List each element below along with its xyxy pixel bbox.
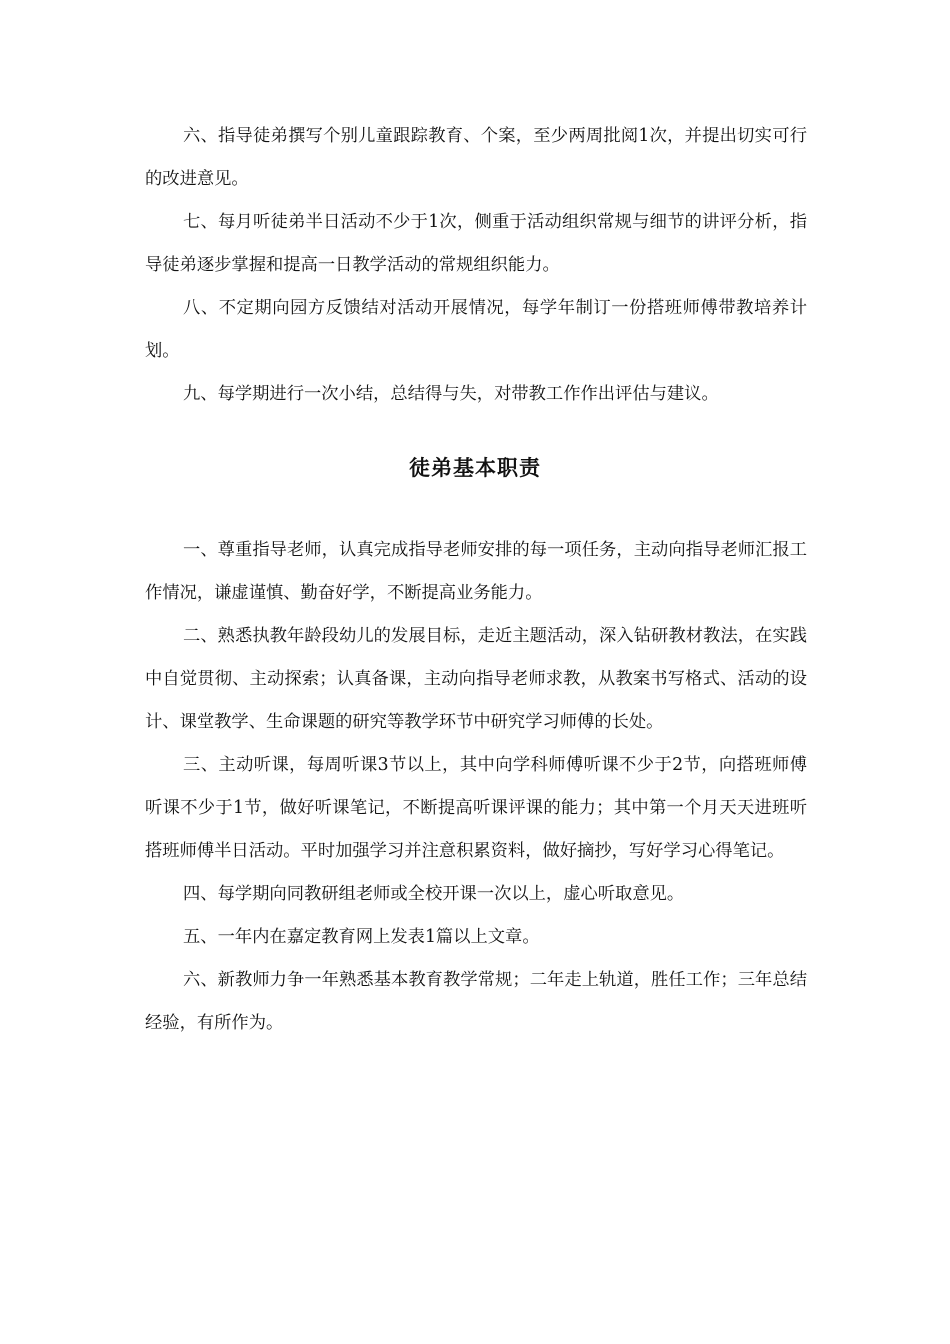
apprentice-paragraph-4: 四、每学期向同教研组老师或全校开课一次以上，虚心听取意见。 — [183, 884, 685, 904]
paragraph-7: 七、每月听徒弟半日活动不少于1次，侧重于活动组织常规与细节的讲评分析，指导徒弟逐步掌握和提高一日教学活动的常规组织能力。 — [145, 212, 807, 275]
section-title: 徒弟基本职责 — [409, 455, 541, 480]
apprentice-paragraph-2: 二、熟悉执教年龄段幼儿的发展目标，走近主题活动，深入钻研教材教法，在实践中自觉贯彻、主动探索；认真备课，主动向指导老师求教，从教案书写格式、活动的设计、课堂教学、生命课题的研究等教学环节中研究学习师傅的长处。 — [145, 626, 807, 732]
paragraph-8: 八、不定期向园方反馈结对活动开展情况，每学年制订一份搭班师傅带教培养计划。 — [145, 298, 807, 361]
apprentice-paragraph-5: 五、一年内在嘉定教育网上发表1篇以上文章。 — [183, 927, 540, 947]
mentor-duties-continued — [145, 115, 807, 416]
apprentice-paragraph-6: 六、新教师力争一年熟悉基本教育教学常规；二年走上轨道，胜任工作；三年总结经验，有所作为。 — [145, 970, 807, 1033]
apprentice-paragraph-1: 一、尊重指导老师，认真完成指导老师安排的每一项任务，主动向指导老师汇报工作情况，谦虚谨慎、勤奋好学，不断提高业务能力。 — [145, 540, 807, 603]
paragraph-6: 六、指导徒弟撰写个别儿童跟踪教育、个案，至少两周批阅1次，并提出切实可行的改进意见。 — [145, 126, 807, 189]
paragraph-9: 九、每学期进行一次小结，总结得与失，对带教工作作出评估与建议。 — [183, 384, 719, 404]
apprentice-paragraph-3: 三、主动听课，每周听课3节以上，其中向学科师傅听课不少于2节，向搭班师傅听课不少于1节，做好听课笔记，不断提高听课评课的能力；其中第一个月天天进班听搭班师傅半日活动。平时加强学习并注意积累资料，做好摘抄，写好学习心得笔记。 — [145, 755, 807, 861]
apprentice-duties — [145, 529, 807, 1045]
